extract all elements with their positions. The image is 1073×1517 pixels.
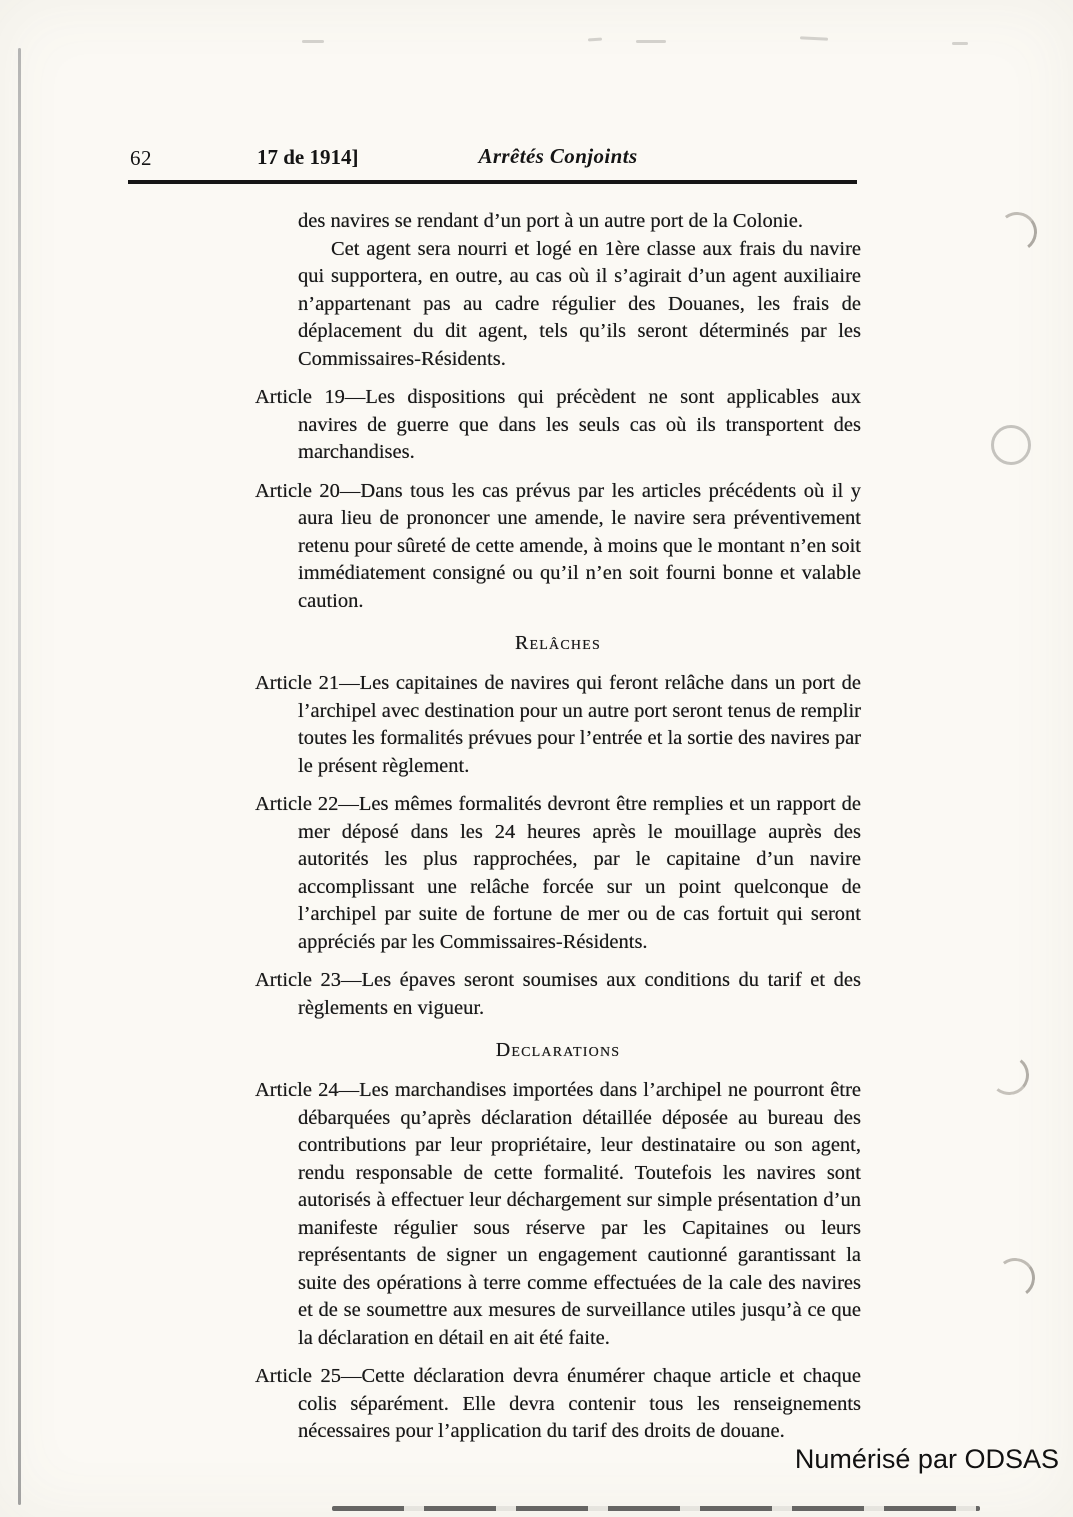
paragraph-agent: Cet agent sera nourri et logé en 1ère classe aux frais du navire qui supportera, en outre, au cas où il s’agirait d’un agent auxiliaire n’appartenant pas au cadre régulier des Douanes, les frais de déplacement du dit agent, tels qu’ils seront déterminés par les Commissaires-Résidents. (298, 237, 861, 370)
punch-hole (991, 425, 1031, 465)
punch-hole (994, 209, 1039, 254)
document-body (255, 208, 861, 1457)
punch-hole (992, 1255, 1037, 1300)
article-23: Article 23—Les épaves seront soumises aux conditions du tarif et des règlements en vigueur. (255, 969, 861, 1019)
scan-artifact-top (636, 40, 666, 43)
scan-artifact-bottom (332, 1506, 980, 1511)
page-number: 62 (130, 146, 152, 170)
article-19: Article 19—Les dispositions qui précèdent ne sont applicables aux navires de guerre que dans les seuls cas où ils transportent des marchandises. (255, 386, 861, 463)
section-heading-declarations: Declarations (495, 1039, 621, 1061)
scan-artifact-top (952, 42, 968, 45)
section-heading-relaches: Relâches (515, 632, 601, 654)
scan-artifact-top (302, 40, 324, 43)
article-20: Article 20—Dans tous les cas prévus par les articles précédents où il y aura lieu de prononcer une amende, le navire sera préventivement retenu pour sûreté de cette amende, à moins que le montant n’en soit immédiatement consigné ou qu’il n’en soit fourni bonne et valable caution. (255, 479, 861, 612)
article-25: Article 25—Cette déclaration devra énumérer chaque article et chaque colis séparément. Elle devra contenir tous les renseignements nécessaires pour l’application du tarif des droits de douane. (255, 1365, 861, 1442)
scan-artifact-top (588, 38, 602, 42)
article-24: Article 24—Les marchandises importées dans l’archipel ne pourront être débarquées qu’après déclaration détaillée déposée au bureau des contributions par leur propriétaire, leur destinataire ou son agent, rendu responsable de cette formalité. Toutefois les navires sont autorisés à effectuer leur déchargement sur simple présentation d’un manifeste régulier sous réserve par les Capitaines ou leurs représentants de signer un engagement cautionné garantissant la suite des opérations à terre comme effectuées de la cale des navires et de se soumettre aux mesures de surveillance utiles jusqu’à ce que la déclaration en détail en ait été faite. (255, 1079, 861, 1349)
article-22: Article 22—Les mêmes formalités devront être remplies et un rapport de mer déposé dans les 24 heures après le mouillage auprès des autorités les plus rapprochées, par le capitaine d’un navire accomplissant une relâche forcée sur un point quelconque de l’archipel par suite de fortune de mer ou de cas fortuit qui seront appréciés par les Commissaires-Résidents. (255, 793, 861, 953)
page-edge-line (18, 48, 21, 1505)
volume-reference: 17 de 1914] (257, 145, 359, 169)
punch-hole (987, 1053, 1031, 1097)
page-title: Arrêtés Conjoints (478, 144, 638, 168)
paragraph-continuation: des navires se rendant d’un port à un autre port de la Colonie. (298, 210, 803, 232)
page-header (0, 144, 1073, 178)
scan-artifact-top (800, 36, 828, 40)
header-rule (128, 180, 857, 184)
scan-credit: Numérisé par ODSAS (794, 1444, 1059, 1474)
article-21: Article 21—Les capitaines de navires qui feront relâche dans un port de l’archipel avec destination pour un autre port seront tenus de remplir toutes les formalités prévues pour l’entrée et la sortie des navires par le présent règlement. (255, 672, 861, 777)
